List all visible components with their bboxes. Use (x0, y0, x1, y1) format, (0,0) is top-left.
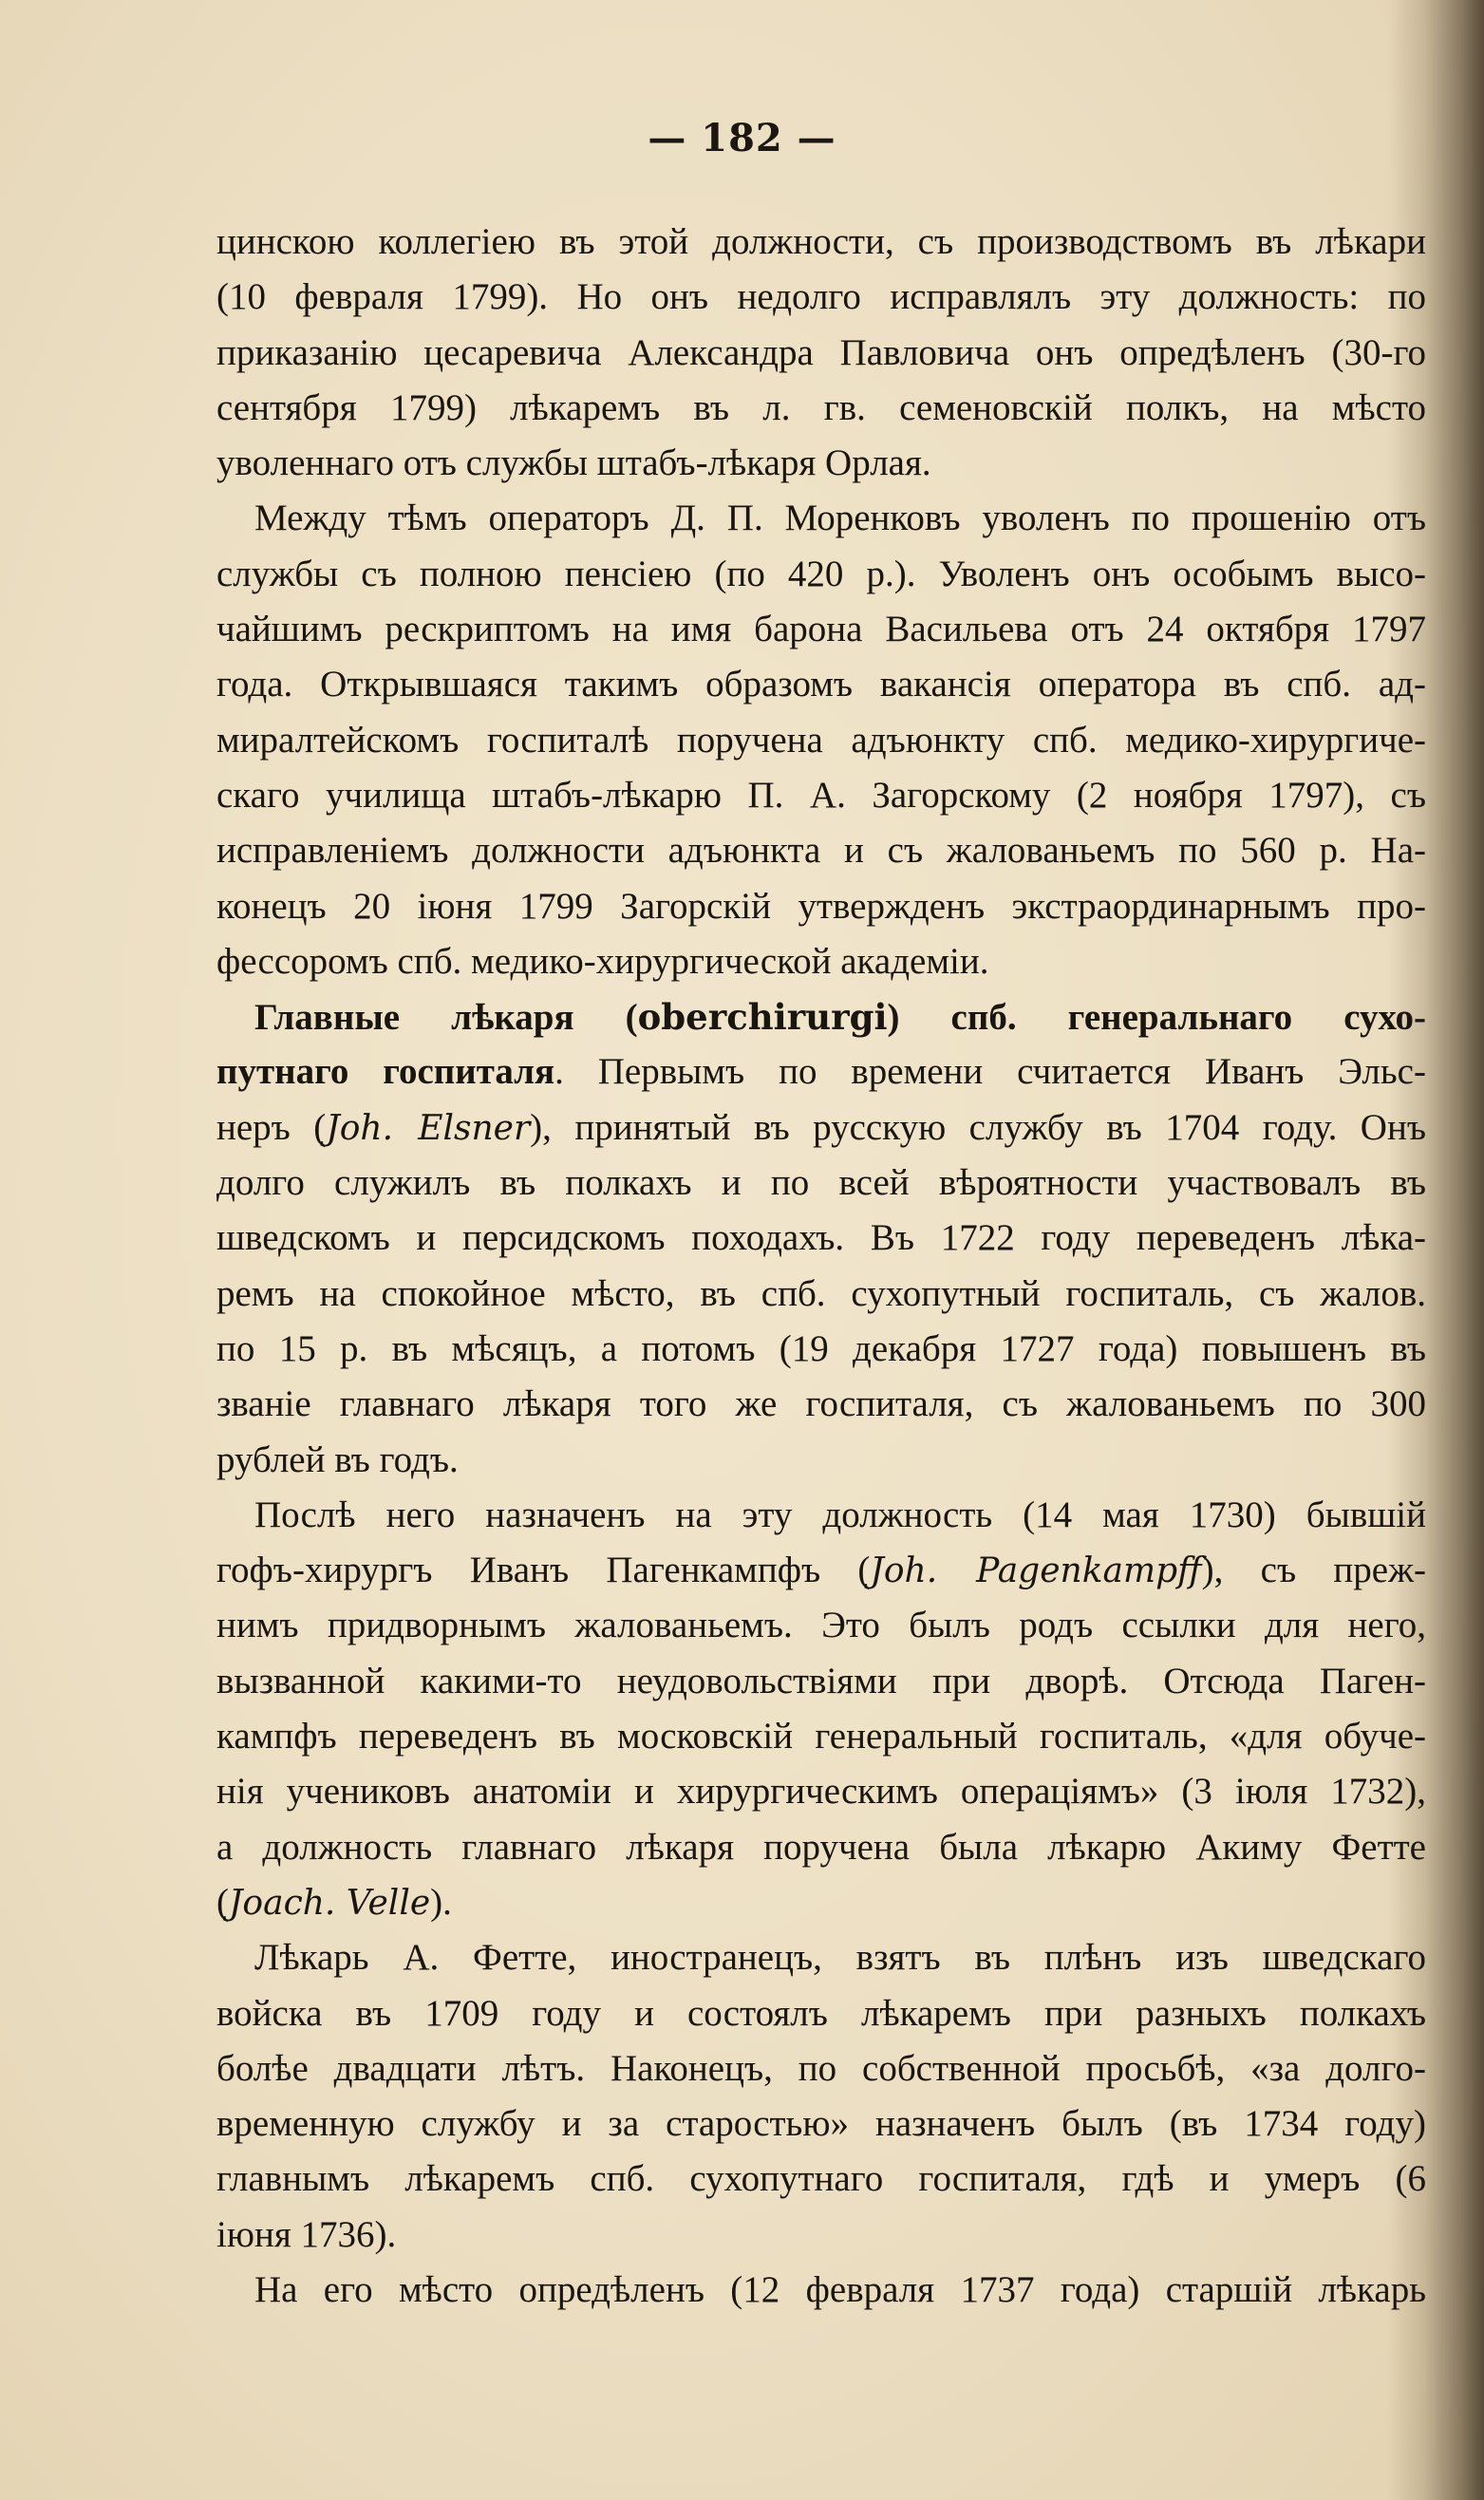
text-line: долго служилъ въ полкахъ и по всей вѣроятности участвовалъ въ (216, 1162, 1426, 1204)
text-run: неръ ( (216, 1106, 327, 1148)
text-line: цинскою коллегіею въ этой должности, съ производствомъ въ лѣкари (216, 221, 1426, 262)
text-line: уволеннаго отъ службы штабъ-лѣкаря Орлая. (216, 442, 931, 484)
heading-text: Главные лѣкаря ( (254, 997, 638, 1039)
body-text (216, 215, 1426, 2318)
page-number: — 182 — (648, 116, 836, 160)
paragraph-start-line: Послѣ него назначенъ на эту должность (14 мая 1730) бывшій (254, 1494, 1426, 1535)
text-run: ), съ преж- (1201, 1550, 1426, 1591)
text-line: нія учениковъ анатоміи и хирургическимъ операціямъ» (3 іюля 1732), (216, 1771, 1426, 1813)
paragraph-start-line: Между тѣмъ операторъ Д. П. Моренковъ уволенъ по прошенію отъ (254, 498, 1426, 539)
text-run: ( (216, 1881, 229, 1923)
text-line: главнымъ лѣкаремъ спб. сухопутнаго госпиталя, гдѣ и умеръ (6 (216, 2158, 1426, 2200)
text-line: а должность главнаго лѣкаря поручена была лѣкарю Акиму Фетте (216, 1826, 1426, 1868)
latin-name: Joh. Elsner (326, 1108, 531, 1148)
text-line: нимъ придворнымъ жалованьемъ. Это былъ родъ ссылки для него, (216, 1605, 1426, 1646)
text-run: гофъ-хирургъ Иванъ Пагенкампфъ ( (216, 1550, 871, 1591)
text-line: чайшимъ рескриптомъ на имя барона Васильева отъ 24 октября 1797 (216, 609, 1426, 650)
text-line: кампфъ переведенъ въ московскій генеральный госпиталь, «для обуче- (216, 1716, 1426, 1758)
latin-name: Joh. Pagenkampff (870, 1551, 1202, 1591)
paragraph-start-line: На его мѣсто опредѣленъ (12 февраля 1737 года) старшій лѣкарь (254, 2268, 1426, 2310)
text-run: ). (430, 1881, 452, 1923)
text-line (216, 1044, 1426, 1100)
text-line: временную службу и за старостью» назначенъ былъ (въ 1734 году) (216, 2103, 1426, 2145)
text-line: миралтейскомъ госпиталѣ поручена адъюнкту спб. медико-хирургиче- (216, 719, 1426, 761)
text-line: по 15 р. въ мѣсяцъ, а потомъ (19 декабря 1727 года) повышенъ въ (216, 1327, 1426, 1369)
text-line: ремъ на спокойное мѣсто, въ спб. сухопутный госпиталь, съ жалов. (216, 1272, 1426, 1314)
latin-name: Joach. Velle (229, 1883, 431, 1923)
text-line: болѣе двадцати лѣтъ. Наконецъ, по собственной просьбѣ, «за долго- (216, 2047, 1426, 2089)
text-line: (10 февраля 1799). Но онъ недолго исправлялъ эту должность: по (216, 276, 1426, 318)
text-run: ), принятый въ русскую службу въ 1704 году. Онъ (530, 1106, 1426, 1148)
text-line: скаго училища штабъ-лѣкарю П. А. Загорскому (2 ноября 1797), съ (216, 774, 1426, 816)
text-line (216, 1543, 1426, 1598)
text-line: рублей въ годъ. (216, 1438, 459, 1480)
heading-text: ) спб. генеральнаго сухо- (887, 997, 1426, 1039)
heading-gothic-term: oberchirurgi (637, 996, 888, 1039)
text-line: шведскомъ и персидскомъ походахъ. Въ 1722 году переведенъ лѣка- (216, 1217, 1426, 1259)
text-line: конецъ 20 іюня 1799 Загорскій утвержденъ экстраординарнымъ про- (216, 885, 1426, 927)
text-line: званіе главнаго лѣкаря того же госпиталя, съ жалованьемъ по 300 (216, 1383, 1426, 1425)
text-line (216, 1100, 1426, 1156)
text-line: года. Открывшаяся такимъ образомъ вакансія оператора въ спб. ад- (216, 664, 1426, 705)
text-line: вызванной какими-то неудовольствіями при дворѣ. Отсюда Паген- (216, 1660, 1426, 1701)
section-heading (216, 989, 1426, 1044)
paragraph-start-line: Лѣкарь А. Фетте, иностранецъ, взятъ въ плѣнъ изъ шведскаго (254, 1937, 1426, 1979)
text-line: іюня 1736). (216, 2213, 397, 2255)
text-line: службы съ полною пенсіею (по 420 р.). Уволенъ онъ особымъ высо- (216, 553, 1426, 594)
text-line: приказанію цесаревича Александра Павловича онъ опредѣленъ (30-го (216, 331, 1426, 373)
text-line (216, 1875, 1426, 1930)
text-line: войска въ 1709 году и состоялъ лѣкаремъ при разныхъ полкахъ (216, 1992, 1426, 2034)
text-run: . Первымъ по времени считается Иванъ Эльс- (554, 1051, 1426, 1093)
heading-continuation: путнаго госпиталя (216, 1051, 555, 1093)
text-line: сентября 1799) лѣкаремъ въ л. гв. семеновскій полкъ, на мѣсто (216, 386, 1426, 428)
text-line: фессоромъ спб. медико-хирургической академіи. (216, 940, 989, 982)
text-line: исправленіемъ должности адъюнкта и съ жалованьемъ по 560 р. На- (216, 830, 1426, 872)
